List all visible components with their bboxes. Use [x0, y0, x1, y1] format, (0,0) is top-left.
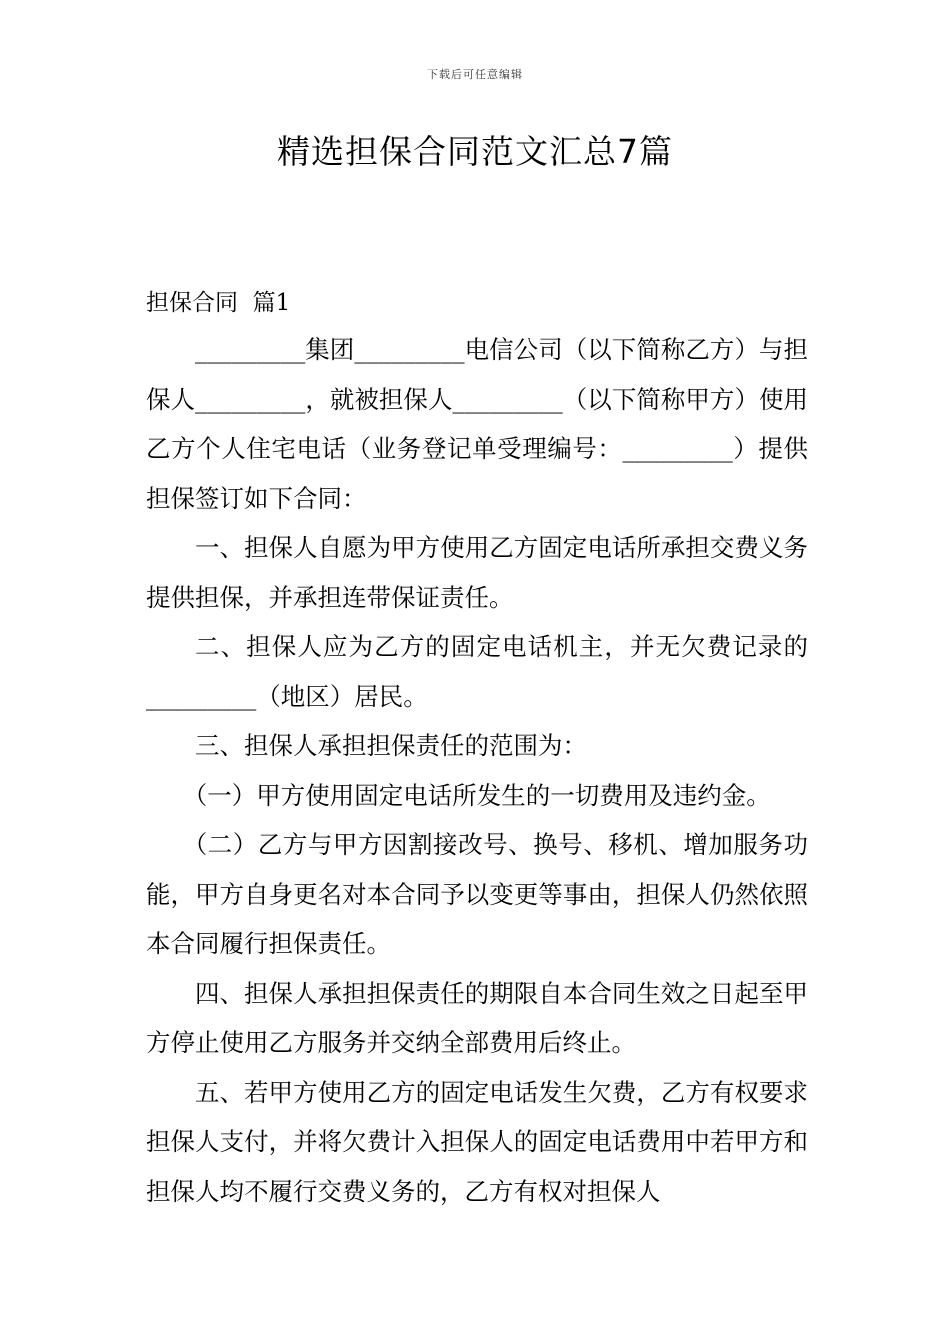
paragraph-intro: _________集团_________电信公司（以下简称乙方）与担保人_________，就被担保人_________（以下简称甲方）使用乙方个人住宅电话（业务登记单受理编号：_________）提供担保签订如下合同：: [146, 335, 808, 513]
paragraph-clause-5: 五、若甲方使用乙方的固定电话发生欠费，乙方有权要求担保人支付，并将欠费计入担保人的固定电话费用中若甲方和担保人均不履行交费义务的，乙方有权对担保人: [146, 1077, 808, 1206]
paragraph-clause-3-item-1: （一）甲方使用固定电话所发生的一切费用及违约金。: [182, 780, 771, 810]
section-heading: 担保合同 篇1: [146, 290, 291, 316]
paragraph-clause-2: 二、担保人应为乙方的固定电话机主，并无欠费记录的_________（地区）居民。: [146, 632, 808, 711]
document-title: 精选担保合同范文汇总7篇: [277, 132, 673, 171]
document-body: [146, 325, 808, 1216]
paragraph-clause-1: 一、担保人自愿为甲方使用乙方固定电话所承担交费义务提供担保，并承担连带保证责任。: [146, 533, 808, 612]
header-note: 下载后可任意编辑: [427, 68, 523, 81]
paragraph-clause-4: 四、担保人承担担保责任的期限自本合同生效之日起至甲方停止使用乙方服务并交纳全部费用后终止。: [146, 978, 808, 1057]
paragraph-clause-3: 三、担保人承担担保责任的范围为：: [195, 731, 587, 760]
paragraph-clause-3-item-2: （二）乙方与甲方因割接改号、换号、移机、增加服务功能，甲方自身更名对本合同予以变更等事由，担保人仍然依照本合同履行担保责任。: [146, 830, 808, 958]
